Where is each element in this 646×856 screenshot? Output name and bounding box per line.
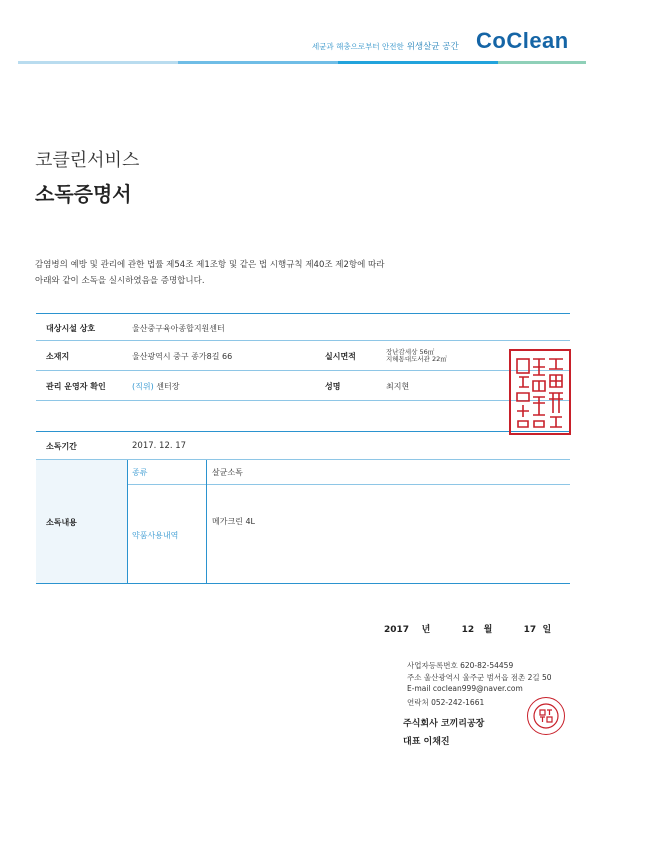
ceo-seal — [527, 697, 565, 735]
table-rule — [36, 431, 570, 432]
chem-value: 메가크린 4L — [212, 517, 256, 526]
area-label: 실시면적 — [325, 352, 356, 361]
header-slogan — [312, 40, 459, 52]
name-label: 성명 — [325, 382, 341, 391]
table-rule — [36, 340, 570, 341]
company-phone: 연락처 052-242-1661 — [407, 698, 485, 707]
bar-segment — [498, 61, 586, 64]
type-value: 살균소독 — [212, 468, 243, 477]
content-label: 소독내용 — [46, 518, 77, 527]
signature-company: 주식회사 코끼리공장 — [403, 719, 485, 729]
address-label: 소재지 — [46, 352, 70, 361]
date-day-unit: 일 — [542, 625, 552, 635]
business-number: 사업자등록번호 620-82-54459 — [407, 661, 514, 670]
table-divider — [206, 460, 207, 583]
type-label: 종류 — [132, 468, 148, 477]
signature-ceo: 대표 이채진 — [403, 737, 450, 747]
bar-segment — [178, 61, 338, 64]
table-rule — [128, 484, 570, 485]
document-title: 소독증명서 — [35, 182, 132, 206]
date-year-unit: 년 — [421, 625, 431, 635]
date-month-unit: 월 — [483, 625, 493, 635]
bar-segment — [18, 61, 178, 64]
period-value: 2017. 12. 17 — [132, 441, 187, 451]
manager-role: (직위) — [132, 382, 154, 391]
table-rule — [36, 400, 570, 401]
table-rule — [36, 313, 570, 314]
period-label: 소독기간 — [46, 442, 77, 451]
area-value-line-1: 장난감세상 56㎡ — [386, 348, 435, 356]
manager-title: 센터장 — [156, 382, 180, 391]
name-value: 최지현 — [386, 382, 410, 391]
company-title: 코클린서비스 — [35, 150, 140, 171]
address-value: 울산광역시 중구 종가8길 66 — [132, 352, 233, 361]
slogan-text: 세균과 해충으로부터 안전한 — [312, 42, 404, 51]
intro-paragraph — [35, 257, 475, 289]
facility-label: 대상시설 상호 — [46, 324, 96, 333]
official-seal — [509, 349, 571, 435]
manager-label: 관리 운영자 확인 — [46, 382, 106, 391]
date-year: 2017 — [384, 625, 410, 635]
date-month: 12 — [461, 625, 475, 635]
manager-value — [132, 381, 179, 392]
chem-label: 약품사용내역 — [132, 531, 179, 540]
area-value-line-2: 지혜통대도서관 22㎡ — [386, 355, 447, 363]
seal-glyphs — [513, 353, 567, 431]
table-rule — [36, 583, 570, 584]
bar-segment — [338, 61, 498, 64]
issue-date — [384, 622, 551, 635]
facility-value: 울산중구육아종합지원센터 — [132, 324, 225, 333]
area-value — [386, 349, 447, 363]
ceo-seal-glyphs — [531, 701, 561, 731]
intro-line-1: 감염병의 예방 및 관리에 관한 법률 제54조 제1조항 및 같은 법 시행규칙 제40조 제2항에 따라 — [35, 260, 385, 270]
slogan-strong: 위생살균 공간 — [406, 42, 459, 52]
table-rule — [36, 370, 570, 371]
company-email: E-mail coclean999@naver.com — [407, 684, 523, 693]
table-divider — [127, 460, 128, 583]
coclean-logo: CoClean — [476, 28, 569, 53]
intro-line-2: 아래와 같이 소독을 실시하였음을 증명합니다. — [35, 276, 205, 286]
date-day: 17 — [523, 625, 537, 635]
header-color-bar — [18, 61, 586, 64]
company-address: 주소 울산광역시 울주군 범서읍 점촌 2길 50 — [407, 673, 552, 682]
